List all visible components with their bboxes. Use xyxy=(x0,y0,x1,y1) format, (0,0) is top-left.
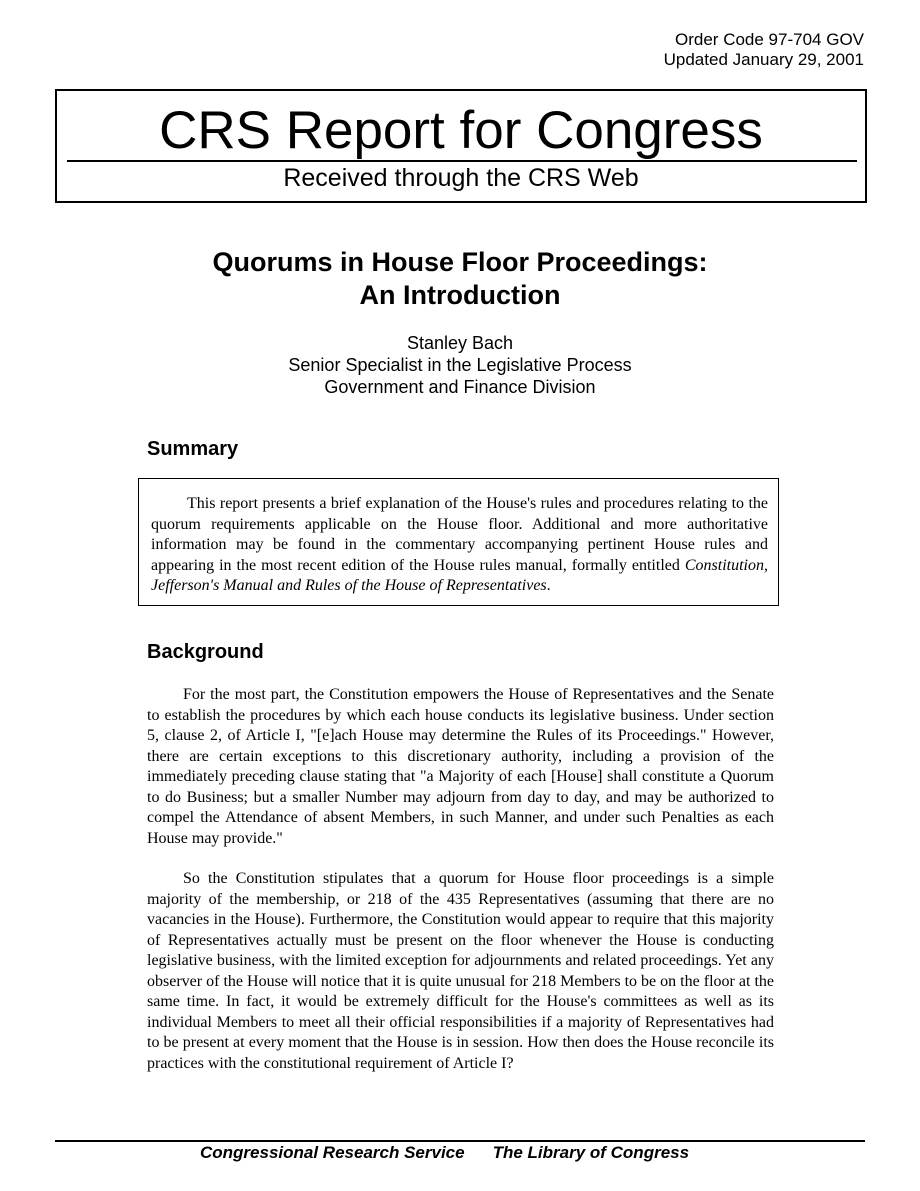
banner-title: CRS Report for Congress xyxy=(159,101,763,160)
background-paragraph-2: So the Constitution stipulates that a quorum for House floor proceedings is a simple majority of the membership, or 218 of the 435 Representatives (assuming that there are no vacancies in the House). Furthermore, the Constitution would appear to require that this majority of Representatives actually must be present on the floor whenever the House is conducting legislative business, with the limited exception for adjournments and related proceedings. Yet any observer of the House will notice that it is quite unusual for 218 Members to be on the floor at the same time. In fact, it would be extremely difficult for the House's committees as well as its individual Members to meet all their official responsibilities if a majority of Representatives had to be present at every moment that the House is in session. How then does the House reconcile its practices with the constitutional requirement of Article I? xyxy=(147,870,774,1072)
report-banner xyxy=(55,89,867,203)
banner-subtitle: Received through the CRS Web xyxy=(283,164,639,192)
summary-italic-title: Constitution, Jefferson's Manual and Rules of the House of Representatives xyxy=(151,556,768,594)
background-paragraph-1: For the most part, the Constitution empowers the House of Representatives and the Senate to establish the procedures by which each house conducts its legislative business. Under section 5, clause 2, of Article I, "[e]ach House may determine the Rules of its Proceedings." However, there are certain exceptions to this discretionary authority, including a provision of the immediately preceding clause stating that "a Majority of each [House] shall constitute a Quorum to do Business; but a smaller Number may adjourn from day to day, and may be authorized to compel the Attendance of absent Members, in such Manner, and under such Penalties as each House may provide." xyxy=(147,686,774,847)
summary-box xyxy=(138,478,779,606)
author-position: Senior Specialist in the Legislative Process xyxy=(288,355,632,375)
author-division: Government and Finance Division xyxy=(324,377,596,397)
footer-divider xyxy=(55,1140,865,1142)
banner-divider xyxy=(67,160,857,162)
updated-date: Updated January 29, 2001 xyxy=(663,50,864,69)
summary-text xyxy=(151,494,768,597)
document-title xyxy=(0,246,920,312)
footer-right: The Library of Congress xyxy=(492,1143,690,1162)
summary-heading: Summary xyxy=(147,438,239,460)
order-code-block xyxy=(664,30,864,70)
author-block xyxy=(0,332,920,398)
summary-end: . xyxy=(546,577,551,594)
background-heading: Background xyxy=(147,641,264,663)
title-line-2: An Introduction xyxy=(359,280,561,310)
footer xyxy=(200,1143,689,1163)
author-name: Stanley Bach xyxy=(406,333,514,353)
title-line-1: Quorums in House Floor Proceedings: xyxy=(212,247,708,277)
order-code: Order Code 97-704 GOV xyxy=(675,30,864,49)
summary-body: This report presents a brief explanation of the House's rules and procedures relating to the quorum requirements applicable on the House floor. Additional and more authoritative information may be found in the commentary accompanying pertinent House rules and appearing in the most recent edition of the House rules manual, formally entitled xyxy=(151,495,768,574)
footer-left: Congressional Research Service xyxy=(200,1143,465,1162)
